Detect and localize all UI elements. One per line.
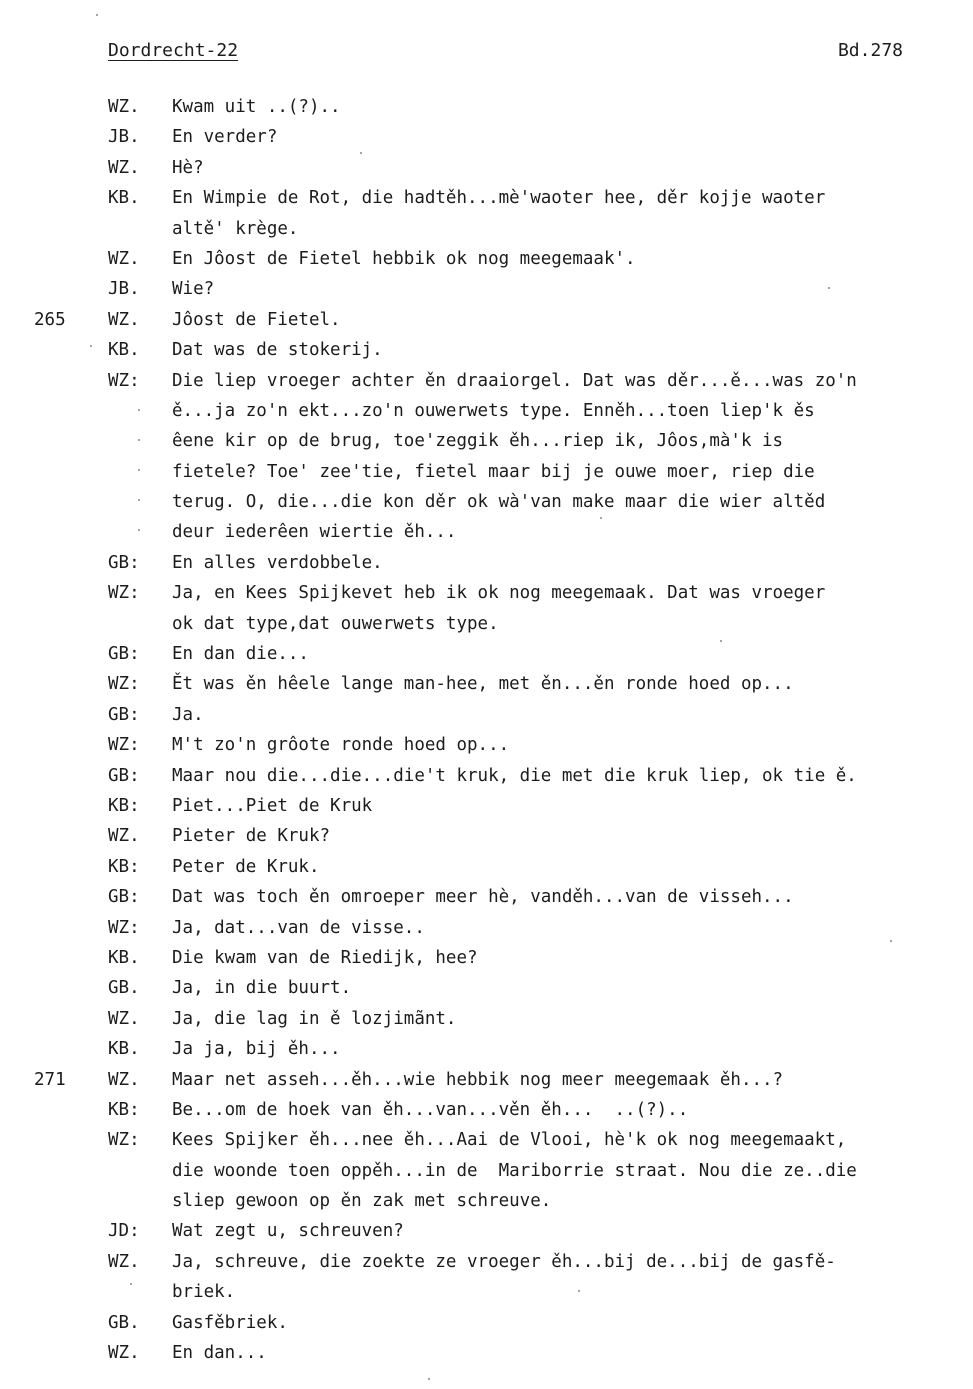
utterance-text: Piet...Piet de Kruk	[172, 795, 373, 816]
transcript-line	[0, 1125, 973, 1155]
transcript-line	[0, 548, 973, 578]
transcript-line	[0, 943, 973, 973]
speaker-label: WZ:	[108, 917, 140, 938]
scan-speck	[720, 640, 722, 642]
speaker-label: WZ.	[108, 248, 140, 269]
utterance-text: Dat was toch ěn omroeper meer hè, vanděh...van de visseh...	[172, 887, 794, 908]
scan-speck	[428, 1378, 430, 1380]
transcript-line	[0, 457, 973, 487]
speaker-label: KB.	[108, 1039, 140, 1060]
speaker-label: KB:	[108, 856, 140, 877]
transcript-line	[0, 1247, 973, 1277]
speaker-label: WZ.	[108, 97, 140, 117]
scan-speck	[130, 1283, 132, 1285]
transcript-line	[0, 274, 973, 304]
transcript-line	[0, 305, 973, 335]
utterance-text: Dat was de stokerij.	[172, 340, 383, 361]
utterance-text: Be...om de hoek van ěh...van...věn ěh... ..(?)..	[172, 1099, 689, 1120]
utterance-text: deur iederêen wiertie ěh...	[172, 522, 457, 543]
speaker-label: GB:	[108, 704, 140, 725]
transcript-line	[0, 244, 973, 274]
utterance-text: En dan...	[172, 1343, 267, 1364]
speaker-label: GB.	[108, 978, 140, 999]
utterance-text: Maar net asseh...ěh...wie hebbik nog meer meegemaak ěh...?	[172, 1069, 784, 1090]
transcript-line	[0, 1004, 973, 1034]
utterance-text: Ja.	[172, 704, 204, 725]
transcript-line	[0, 396, 973, 426]
scan-speck	[138, 499, 140, 501]
utterance-text: En alles verdobbele.	[172, 552, 383, 573]
utterance-text: En dan die...	[172, 644, 309, 665]
transcript-line	[0, 609, 973, 639]
transcript-line	[0, 366, 973, 396]
transcript-line	[0, 487, 973, 517]
speaker-label: WZ.	[108, 1343, 140, 1364]
utterance-text: ě...ja zo'n ekt...zo'n ouwerwets type. Enněh...toen liep'k ěs	[172, 400, 815, 421]
utterance-text: fietele? Toe' zee'tie, fietel maar bij je ouwe moer, riep die	[172, 461, 815, 482]
scan-speck	[600, 517, 602, 519]
speaker-label: WZ.	[108, 309, 140, 330]
utterance-text: Jôost de Fietel.	[172, 309, 341, 330]
utterance-text: Die kwam van de Riedijk, hee?	[172, 947, 478, 968]
scan-speck	[90, 345, 92, 347]
speaker-label: WZ:	[108, 370, 140, 391]
utterance-text: terug. O, die...die kon děr ok wà'van make maar die wier altěd	[172, 492, 826, 513]
transcript-line	[0, 852, 973, 882]
transcript-line	[0, 639, 973, 669]
transcript-line	[0, 882, 973, 912]
speaker-label: GB:	[108, 765, 140, 786]
speaker-label: JB.	[108, 127, 140, 148]
utterance-text: Peter de Kruk.	[172, 856, 320, 877]
speaker-label: KB.	[108, 188, 140, 209]
speaker-label: WZ.	[108, 1069, 140, 1090]
transcript-line	[0, 153, 973, 183]
transcript-line	[0, 1216, 973, 1246]
speaker-label: WZ.	[108, 1008, 140, 1029]
transcript-line	[0, 426, 973, 456]
transcript-body	[0, 92, 973, 1368]
scan-speck	[578, 1290, 580, 1292]
transcript-line	[0, 183, 973, 213]
utterance-text: M't zo'n grôote ronde hoed op...	[172, 735, 510, 756]
transcript-line	[0, 821, 973, 851]
speaker-label: GB.	[108, 1312, 140, 1333]
utterance-text: En Jôost de Fietel hebbik ok nog meegemaak'.	[172, 248, 636, 269]
transcript-line	[0, 578, 973, 608]
speaker-label: KB:	[108, 1099, 140, 1120]
utterance-text: sliep gewoon op ěn zak met schreuve.	[172, 1191, 552, 1212]
page-header	[108, 40, 903, 68]
transcript-line	[0, 1095, 973, 1125]
scan-speck	[138, 409, 140, 411]
utterance-text: altě' krège.	[172, 218, 299, 239]
speaker-label: WZ.	[108, 826, 140, 847]
utterance-text: Ja ja, bij ěh...	[172, 1039, 341, 1060]
scan-speck	[138, 439, 140, 441]
document-title: Dordrecht-22	[108, 40, 239, 61]
speaker-label: GB:	[108, 552, 140, 573]
utterance-text: Pieter de Kruk?	[172, 826, 331, 847]
utterance-text: ok dat type,dat ouwerwets type.	[172, 613, 499, 634]
scan-speck	[96, 14, 98, 16]
transcript-line	[0, 669, 973, 699]
transcript-line	[0, 1065, 973, 1095]
utterance-text: Gasfěbriek.	[172, 1312, 288, 1333]
speaker-label: JB.	[108, 279, 140, 300]
utterance-text: Kees Spijker ěh...nee ěh...Aai de Vlooi, hè'k ok nog meegemaakt,	[172, 1130, 847, 1151]
utterance-text: Maar nou die...die...die't kruk, die met die kruk liep, ok tie ě.	[172, 765, 857, 786]
speaker-label: WZ.	[108, 1251, 140, 1272]
transcript-line	[0, 791, 973, 821]
transcript-line	[0, 913, 973, 943]
transcript-line	[0, 761, 973, 791]
utterance-text: Wie?	[172, 279, 215, 300]
scan-speck	[360, 152, 362, 154]
transcript-line	[0, 730, 973, 760]
transcript-line	[0, 1156, 973, 1186]
transcript-line	[0, 517, 973, 547]
utterance-text: Kwam uit ..(?)..	[172, 97, 341, 117]
transcript-line	[0, 700, 973, 730]
scan-speck	[828, 287, 830, 289]
utterance-text: êene kir op de brug, toe'zeggik ěh...riep ik, Jôos,mà'k is	[172, 431, 784, 452]
utterance-text: En verder?	[172, 127, 278, 148]
speaker-label: GB:	[108, 887, 140, 908]
transcript-line	[0, 122, 973, 152]
utterance-text: Ja, die lag in ě lozjimãnt.	[172, 1008, 457, 1029]
page-reference: Bd.278	[837, 40, 903, 61]
speaker-label: KB.	[108, 340, 140, 361]
speaker-label: WZ:	[108, 1130, 140, 1151]
transcript-line	[0, 973, 973, 1003]
scan-speck	[138, 469, 140, 471]
utterance-text: briek.	[172, 1282, 236, 1303]
transcript-line	[0, 1034, 973, 1064]
transcript-line	[0, 335, 973, 365]
utterance-text: die woonde toen oppěh...in de Mariborrie straat. Nou die ze..die	[172, 1160, 857, 1181]
speaker-label: KB:	[108, 795, 140, 816]
transcript-line	[0, 1308, 973, 1338]
transcript-line	[0, 214, 973, 244]
scan-speck	[890, 940, 892, 942]
utterance-text: Ět was ěn hêele lange man-hee, met ěn...ěn ronde hoed op...	[172, 674, 794, 695]
speaker-label: JD:	[108, 1221, 140, 1242]
utterance-text: Wat zegt u, schreuven?	[172, 1221, 404, 1242]
scan-speck	[138, 529, 140, 531]
transcript-line	[0, 92, 973, 122]
utterance-text: Ja, dat...van de visse..	[172, 917, 425, 938]
utterance-text: Hè?	[172, 157, 204, 178]
speaker-label: WZ.	[108, 157, 140, 178]
utterance-text: Die liep vroeger achter ěn draaiorgel. Dat was děr...ě...was zo'n	[172, 370, 857, 391]
transcript-line	[0, 1186, 973, 1216]
speaker-label: WZ:	[108, 583, 140, 604]
utterance-text: En Wimpie de Rot, die hadtěh...mè'waoter hee, děr kojje waoter	[172, 188, 826, 209]
line-number: 271	[34, 1069, 66, 1090]
utterance-text: Ja, in die buurt.	[172, 978, 352, 999]
line-number: 265	[34, 309, 66, 330]
speaker-label: WZ:	[108, 674, 140, 695]
transcript-line	[0, 1277, 973, 1307]
utterance-text: Ja, schreuve, die zoekte ze vroeger ěh...bij de...bij de gasfě-	[172, 1251, 836, 1272]
transcript-line	[0, 1338, 973, 1368]
speaker-label: GB:	[108, 644, 140, 665]
speaker-label: KB.	[108, 947, 140, 968]
utterance-text: Ja, en Kees Spijkevet heb ik ok nog meegemaak. Dat was vroeger	[172, 583, 826, 604]
speaker-label: WZ:	[108, 735, 140, 756]
